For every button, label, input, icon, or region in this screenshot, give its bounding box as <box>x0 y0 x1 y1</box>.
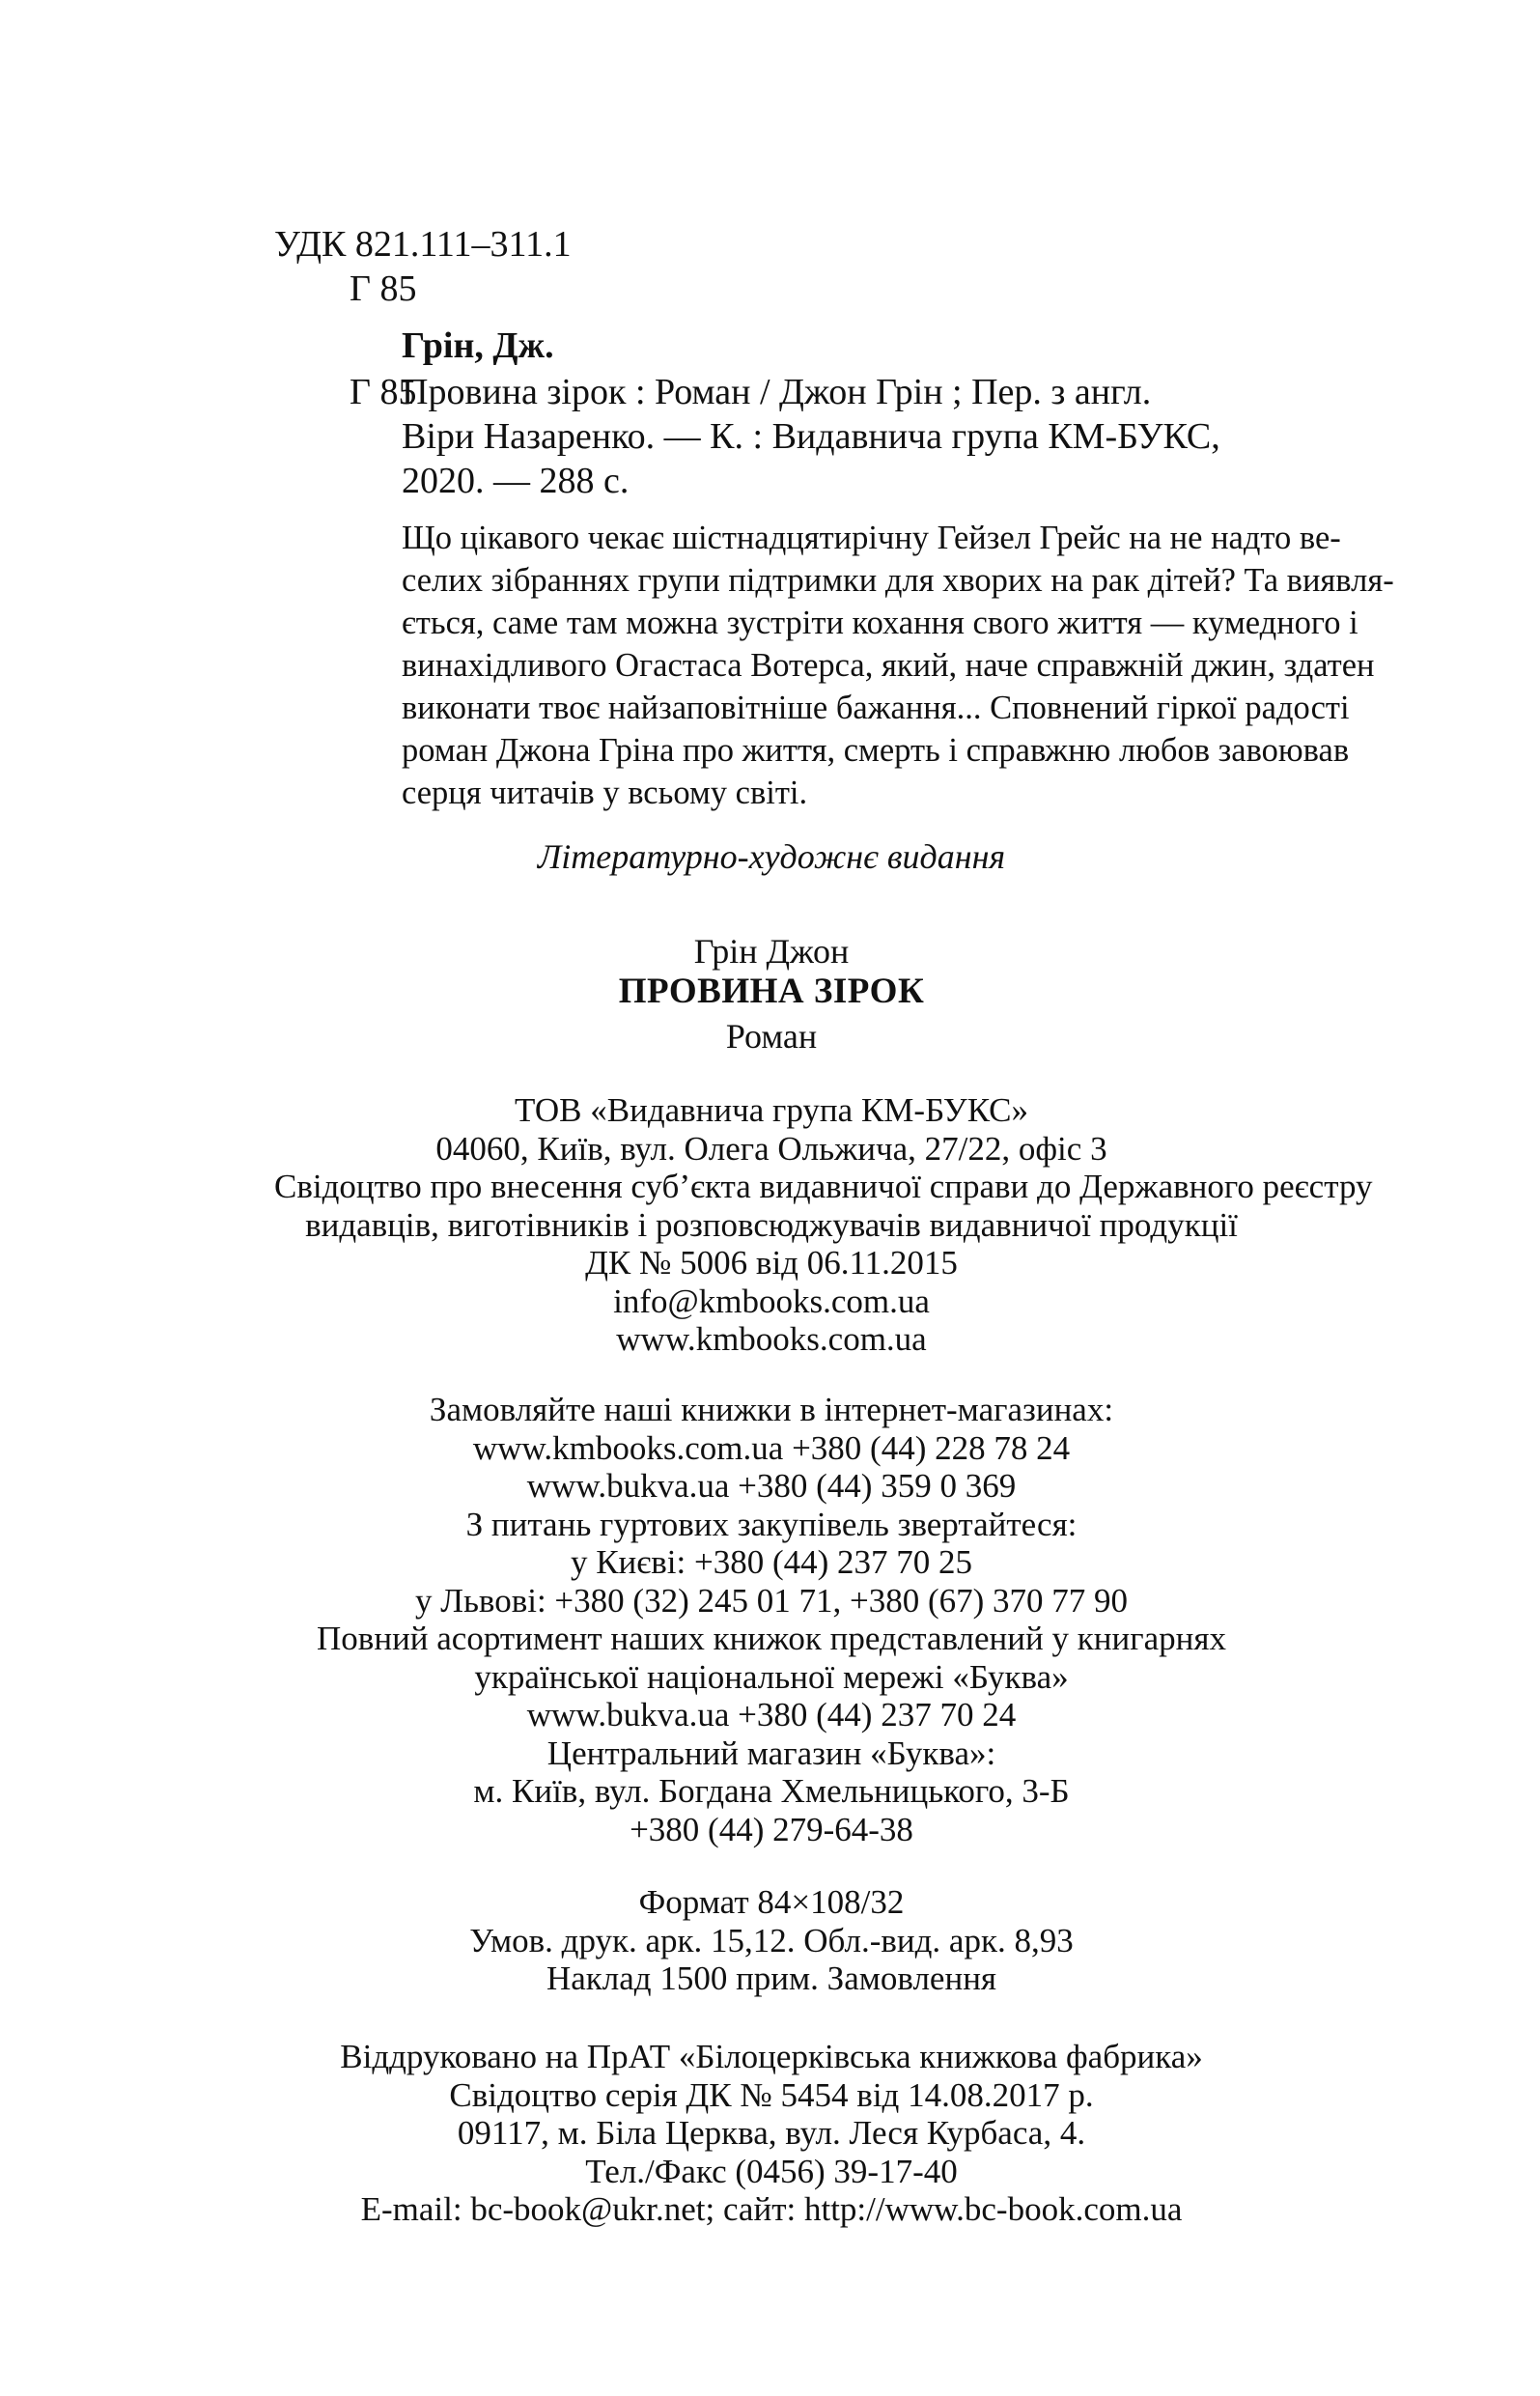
order-line: www.bukva.ua +380 (44) 359 0 369 <box>526 1467 1017 1505</box>
format-info <box>274 1883 1269 1998</box>
format-line: Умов. друк. арк. 15,12. Обл.-вид. арк. 8,93 <box>469 1921 1074 1959</box>
title-genre: Роман <box>725 1017 818 1056</box>
publisher-line: ТОВ «Видавнича група КМ-БУКС» <box>514 1091 1029 1129</box>
printer-line: 09117, м. Біла Церква, вул. Леся Курбаса, 4. <box>457 2114 1086 2152</box>
publisher-line: ДК № 5006 від 06.11.2015 <box>585 1244 958 1282</box>
edition-genre: Літературно-художнє видання <box>537 837 1006 876</box>
publisher-line: 04060, Київ, вул. Олега Ольжича, 27/22, офіс 3 <box>435 1129 1107 1168</box>
order-line: у Києві: +380 (44) 237 70 25 <box>570 1543 973 1581</box>
order-line: Центральний магазин «Буква»: <box>546 1734 996 1772</box>
title-author: Грін Джон <box>693 932 850 971</box>
printer-line: Тел./Факс (0456) 39-17-40 <box>585 2152 958 2190</box>
publisher-info <box>274 1091 1373 1359</box>
annotation <box>402 517 1394 814</box>
printer-line: Свідоцтво серія ДК № 5454 від 14.08.2017 р. <box>449 2075 1094 2114</box>
publisher-line: info@kmbooks.com.ua <box>613 1282 930 1320</box>
biblio-line: Провина зірок : Роман / Джон Грін ; Пер. з англ. <box>402 372 1152 412</box>
publisher-line: видавців, виготівників і розповсюджувачів видавничої продукції <box>305 1205 1238 1244</box>
order-line: у Львові: +380 (32) 245 01 71, +380 (67) 370 77 90 <box>414 1581 1129 1620</box>
bibliographic-description <box>402 370 1232 503</box>
publisher-line: Свідоцтво про внесення суб’єкта видавничої справи до Державного реєстру <box>274 1168 1373 1205</box>
order-line: +380 (44) 279-64-38 <box>630 1810 913 1848</box>
annotation-line: селих зібраннях групи підтримки для хворих на рак дітей? Та виявля- <box>402 562 1394 599</box>
format-line: Наклад 1500 прим. Замовлення <box>546 1959 997 1997</box>
order-line: м. Київ, вул. Богдана Хмельницького, 3-Б <box>473 1772 1070 1810</box>
biblio-line: 2020. — 288 с. <box>402 461 630 501</box>
order-line: Замовляйте наші книжки в інтернет-магазинах: <box>429 1391 1114 1428</box>
catalog-author: Грін, Дж. <box>402 325 554 366</box>
book-title: ПРОВИНА ЗІРОК <box>618 972 925 1011</box>
annotation-line: роман Джона Гріна про життя, смерть і справжню любов завоював <box>402 732 1350 769</box>
order-line: української національної мережі «Буква» <box>474 1657 1069 1696</box>
udk-code: УДК 821.111–311.1 <box>274 224 572 265</box>
order-line: З питань гуртових закупівель звертайтеся: <box>465 1505 1078 1543</box>
printer-info <box>274 2038 1269 2229</box>
author-sign-2: Г 85 <box>350 372 417 412</box>
printer-line: Віддруковано на ПрАТ «Білоцерківська книжкова фабрика» <box>340 2038 1203 2075</box>
order-line: www.kmbooks.com.ua +380 (44) 228 78 24 <box>472 1428 1071 1467</box>
printer-line: E-mail: bc-book@ukr.net; сайт: http://www.bc-book.com.ua <box>360 2190 1183 2228</box>
order-line: www.bukva.ua +380 (44) 237 70 24 <box>526 1696 1017 1734</box>
order-line: Повний асортимент наших книжок представлений у книгарнях <box>317 1620 1226 1657</box>
author-sign: Г 85 <box>350 268 417 309</box>
annotation-line: серця читачів у всьому світі. <box>402 775 808 811</box>
publisher-line: www.kmbooks.com.ua <box>616 1320 927 1358</box>
annotation-line: ється, саме там можна зустріти кохання свого життя — кумедного і <box>402 605 1358 641</box>
annotation-line: винахідливого Огастаса Вотерса, який, наче справжній джин, здатен <box>402 647 1375 684</box>
order-info <box>274 1391 1269 1848</box>
annotation-line: Що цікавого чекає шістнадцятирічну Гейзел Грейс на не надто ве- <box>402 520 1341 556</box>
annotation-line: виконати твоє найзаповітніше бажання... Сповнений гіркої радості <box>402 690 1350 726</box>
format-line: Формат 84×108/32 <box>638 1883 905 1921</box>
biblio-line: Віри Назаренко. — К. : Видавнича група КМ-БУКС, <box>402 416 1220 457</box>
